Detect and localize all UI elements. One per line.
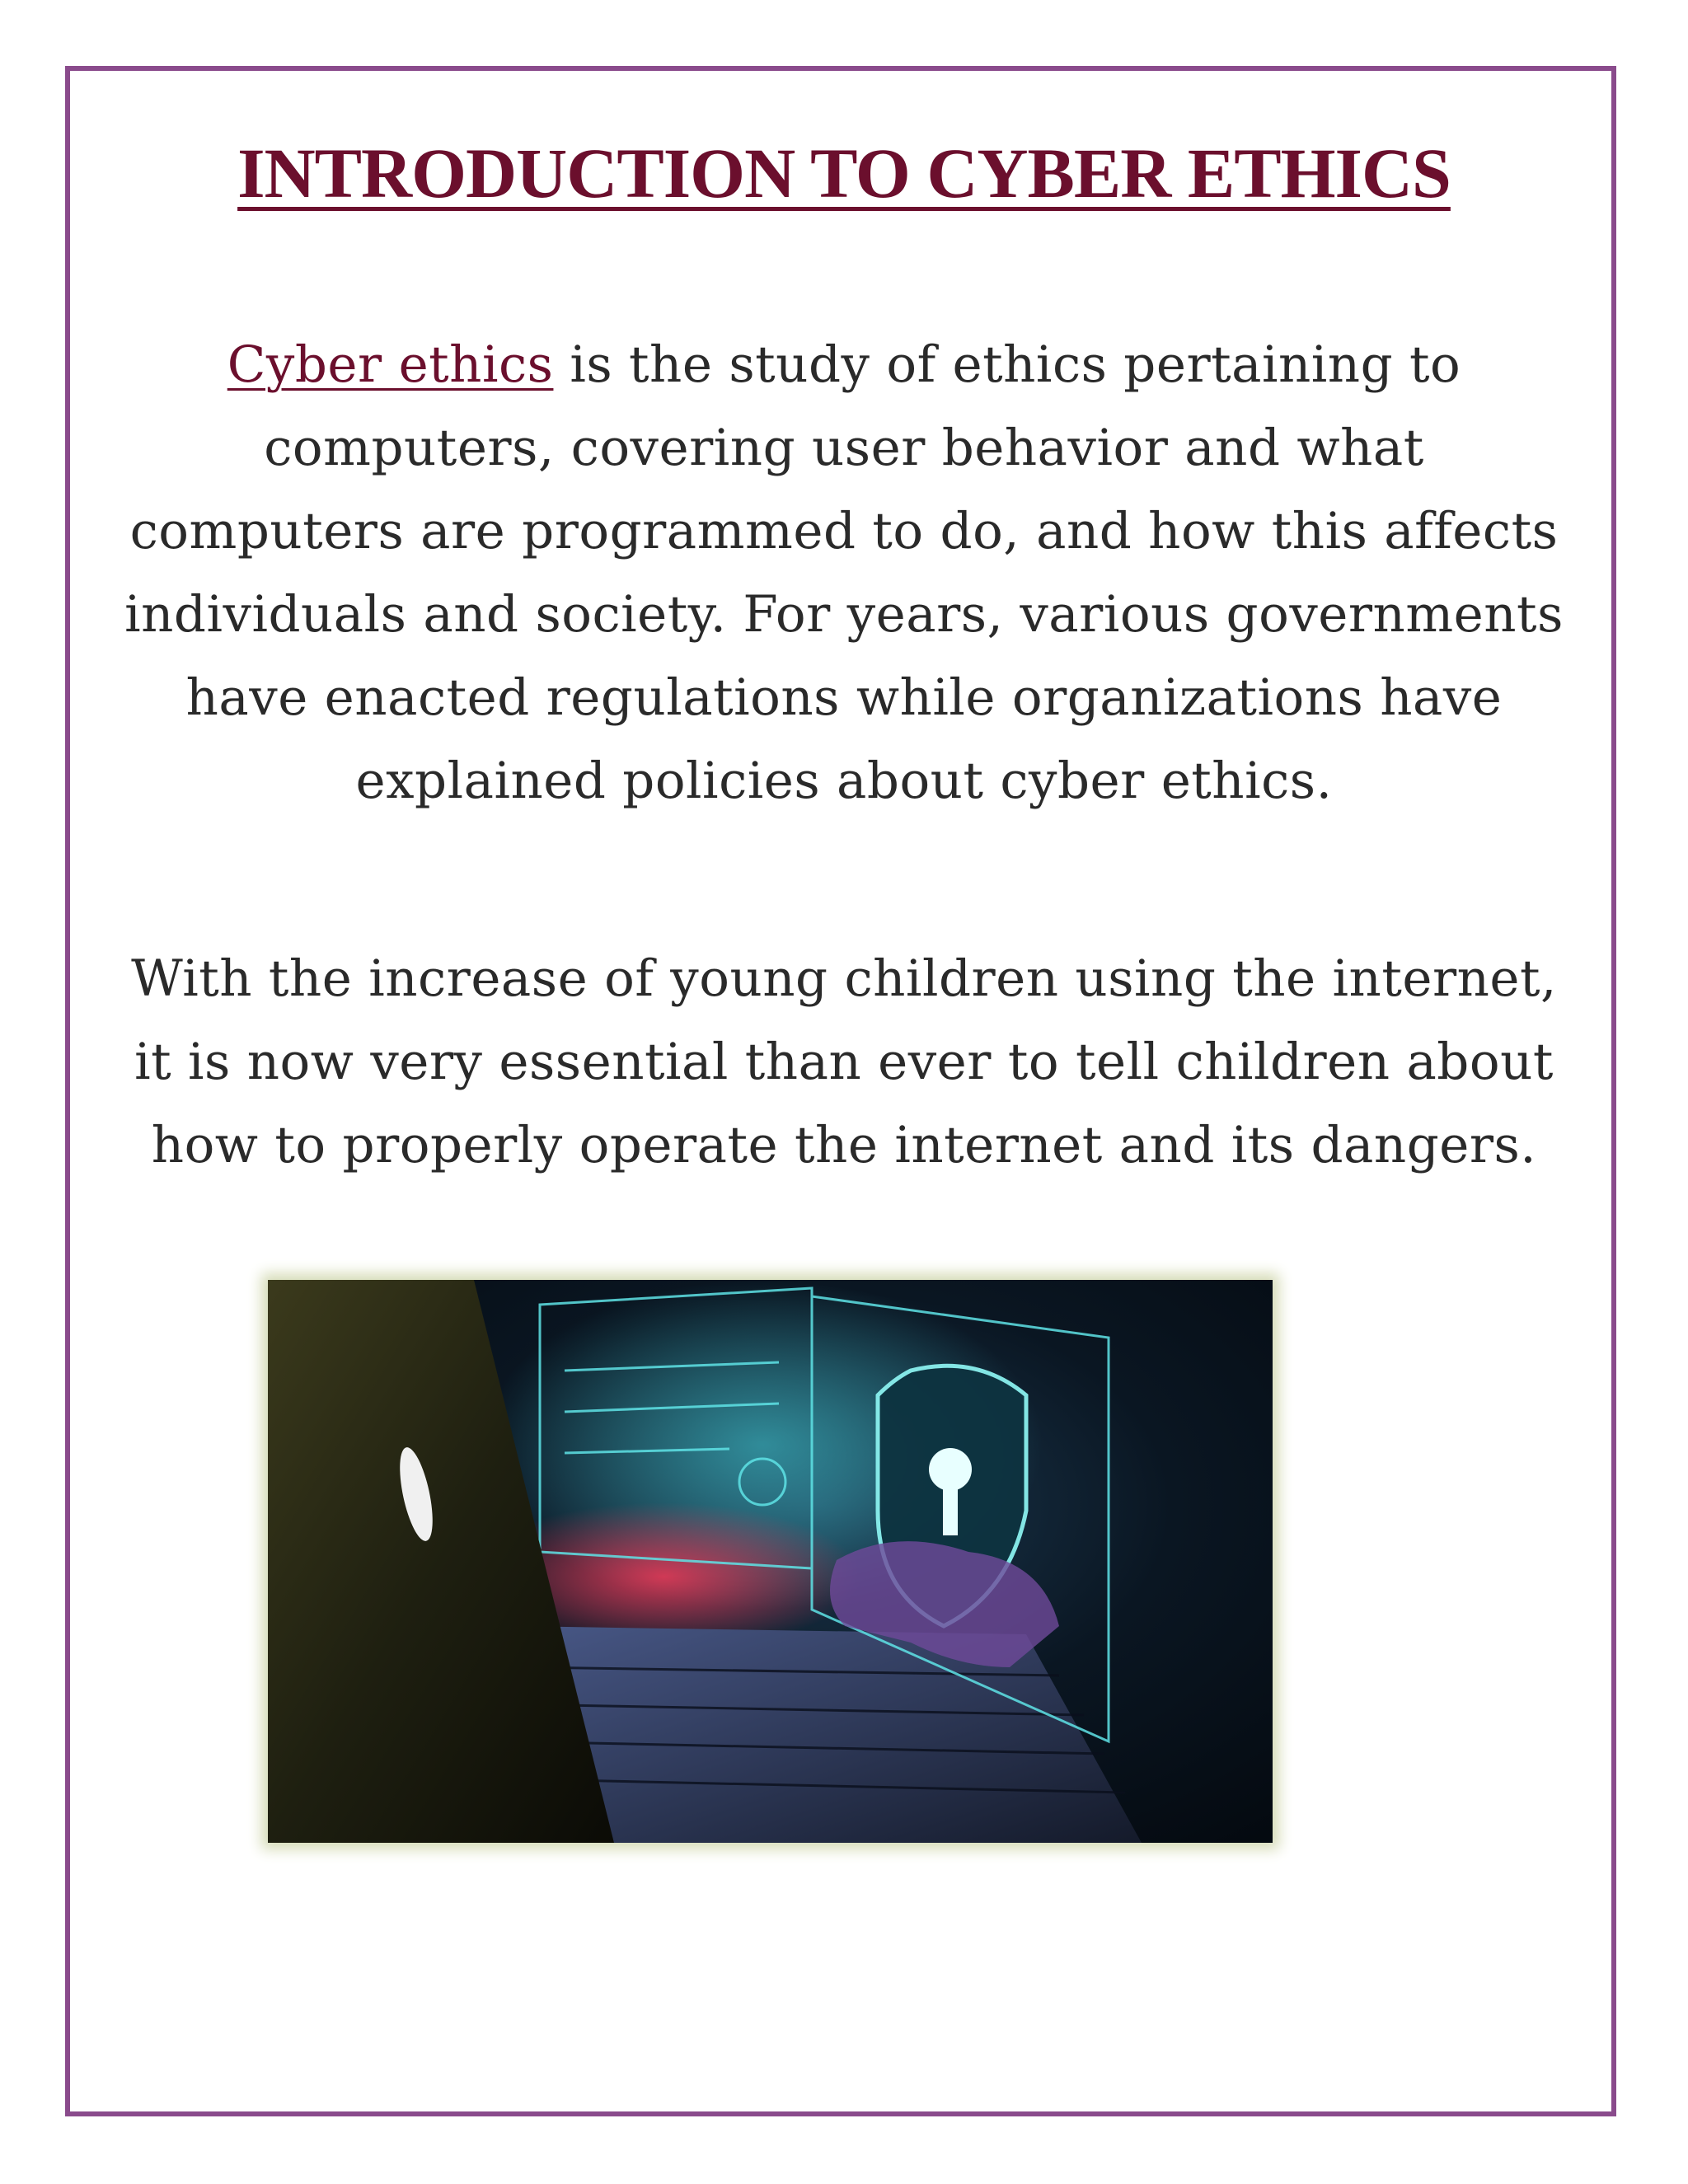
laptop-hologram-illustration	[268, 1280, 1273, 1843]
page-title: INTRODUCTION TO CYBER ETHICS	[237, 134, 1451, 213]
paragraph-children: With the increase of young children using the internet, it is now very essential than ever to tell children about how to properly operate the internet and its dangers.	[131, 949, 1557, 1174]
cyber-ethics-link[interactable]: Cyber ethics	[227, 335, 554, 394]
cyber-security-image	[268, 1280, 1273, 1843]
definition-text: is the study of ethics pertaining to computers, covering user behavior and what computers are programmed to do, and how this affects individuals and society. For years, various governments have enacted regulations while organizations have explained policies about cyber ethics.	[124, 335, 1564, 810]
paragraph-definition	[124, 323, 1564, 823]
